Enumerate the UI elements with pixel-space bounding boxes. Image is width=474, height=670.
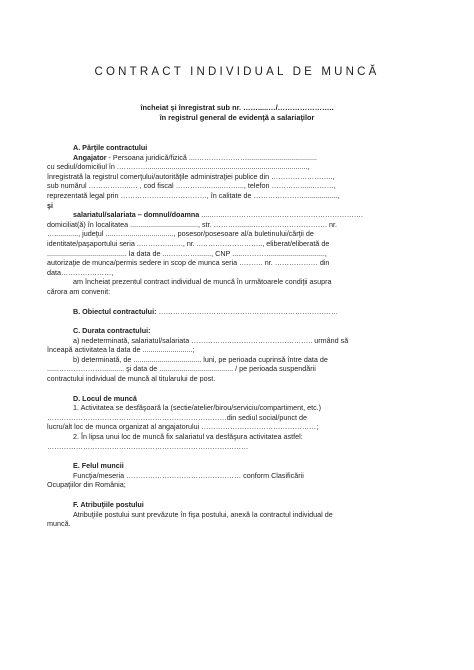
determined-line: b) determinată, de .................................. luni, pe perioada cuprinsă între data de [73, 354, 328, 364]
employer-fill: - Persoana juridică/fizică ....…………………................................... [106, 152, 318, 162]
section-b-line [47, 307, 433, 317]
section-c-heading: C. Durata contractului: [73, 326, 151, 336]
county-line: …............, judeţul ....……......................., posesor/posesoare al/a buletinului/cărţii de [47, 229, 314, 239]
section-b-fill: ………………………………………………………………… [156, 306, 339, 316]
indefinite-line: a) nedeterminată, salariatul/salariata …………….…………………………….. urmând să [73, 335, 349, 345]
duties-line-2: muncă. [47, 519, 71, 529]
section-d-heading: D. Locul de muncă [73, 393, 137, 403]
section-b-heading: B. Obiectul contractului: [73, 306, 157, 316]
workplace-other-line: lucru/alt loc de munca organizat al angajatorului …………………………………………; [47, 422, 319, 432]
document-title: CONTRACT INDIVIDUAL DE MUNCĂ [94, 66, 380, 78]
number-fiscal-line: sub numărul ……………...… , cod fiscal …………..…....……..., telefon …………......………, [47, 181, 336, 191]
domicile-line: domiciliat(ă) în localitatea .................................., str. ……….........…………………………. nr. [47, 219, 337, 229]
employee-line [47, 210, 433, 220]
id-series-line: identitate/paşaportului seria ..…………..…., nr. ..…………………….., eliberat/eliberată de [47, 238, 330, 248]
period-line: ......………………........... şi data de ..................................... / pe perioada suspendării [47, 364, 316, 374]
occupation-line: Funcţia/meseria ………………………………………… conform Clasificării [73, 470, 304, 480]
section-e-heading: E. Felul muncii [73, 461, 124, 471]
no-fixed-place-line: 2. În lipsa unui loc de muncă fix salariatul va desfăşura activitatea astfel: [73, 432, 303, 442]
permit-date-line: data…………………, [47, 267, 114, 277]
start-date-line: înceapă activitatea la data de .........................; [47, 345, 195, 355]
suspension-line: contractului individual de muncă al titularului de post. [47, 374, 216, 384]
legal-rep-line: reprezentată legal prin ………………………………, în calitate de …………………................., [47, 190, 340, 200]
section-a-heading: A. Părţile contractului [73, 143, 148, 152]
issue-date-line: ........................................ la data de ...…………......., CNP .....…………..........................., [47, 248, 327, 258]
no-fixed-place-fill: ………………………………………………………………………… [47, 441, 249, 451]
work-permit-line: autorizaţie de munca/permis sedere in scop de munca seria ………. nr. ……………… din [47, 258, 330, 268]
duties-line: Atribuţiile postului sunt prevăzute în fişa postului, anexă la contractul individual de [73, 509, 333, 519]
and-word: şi [47, 200, 53, 210]
agreement-line-2: cărora am convenit: [47, 286, 111, 296]
workplace-fill-line: …………………………………………………………………din sediul social/punct de [47, 412, 307, 422]
contract-body [47, 143, 433, 529]
employer-line [47, 153, 433, 163]
registry-trade-line: înregistrată la registrul comerţului/autorităţile administraţiei publice din …………………….., [47, 171, 335, 181]
employer-label: Angajator [73, 152, 107, 162]
section-f-heading: F. Atribuţiile postului [73, 500, 144, 509]
registry-line: în registrul general de evidenţă a salariaţilor [159, 113, 315, 122]
workplace-line: 1. Activitatea se desfăşoară la (sectie/atelier/birou/serviciu/compartiment, etc.) [73, 403, 322, 413]
occupation-class-line: Ocupaţiilor din România; [47, 480, 126, 490]
employee-fill: .....…...…………………………………………………. [199, 210, 363, 220]
seat-line: cu sediul/domiciliul în .…………................................................................................, [47, 162, 310, 172]
employee-label: salariatul/salariata – domnul/doamna [73, 210, 200, 220]
agreement-line: am încheiat prezentul contract individual de muncă în următoarele condiţii asupra [73, 277, 332, 287]
registration-line: încheiat şi înregistrat sub nr. …….....…/………………….. [140, 103, 334, 112]
